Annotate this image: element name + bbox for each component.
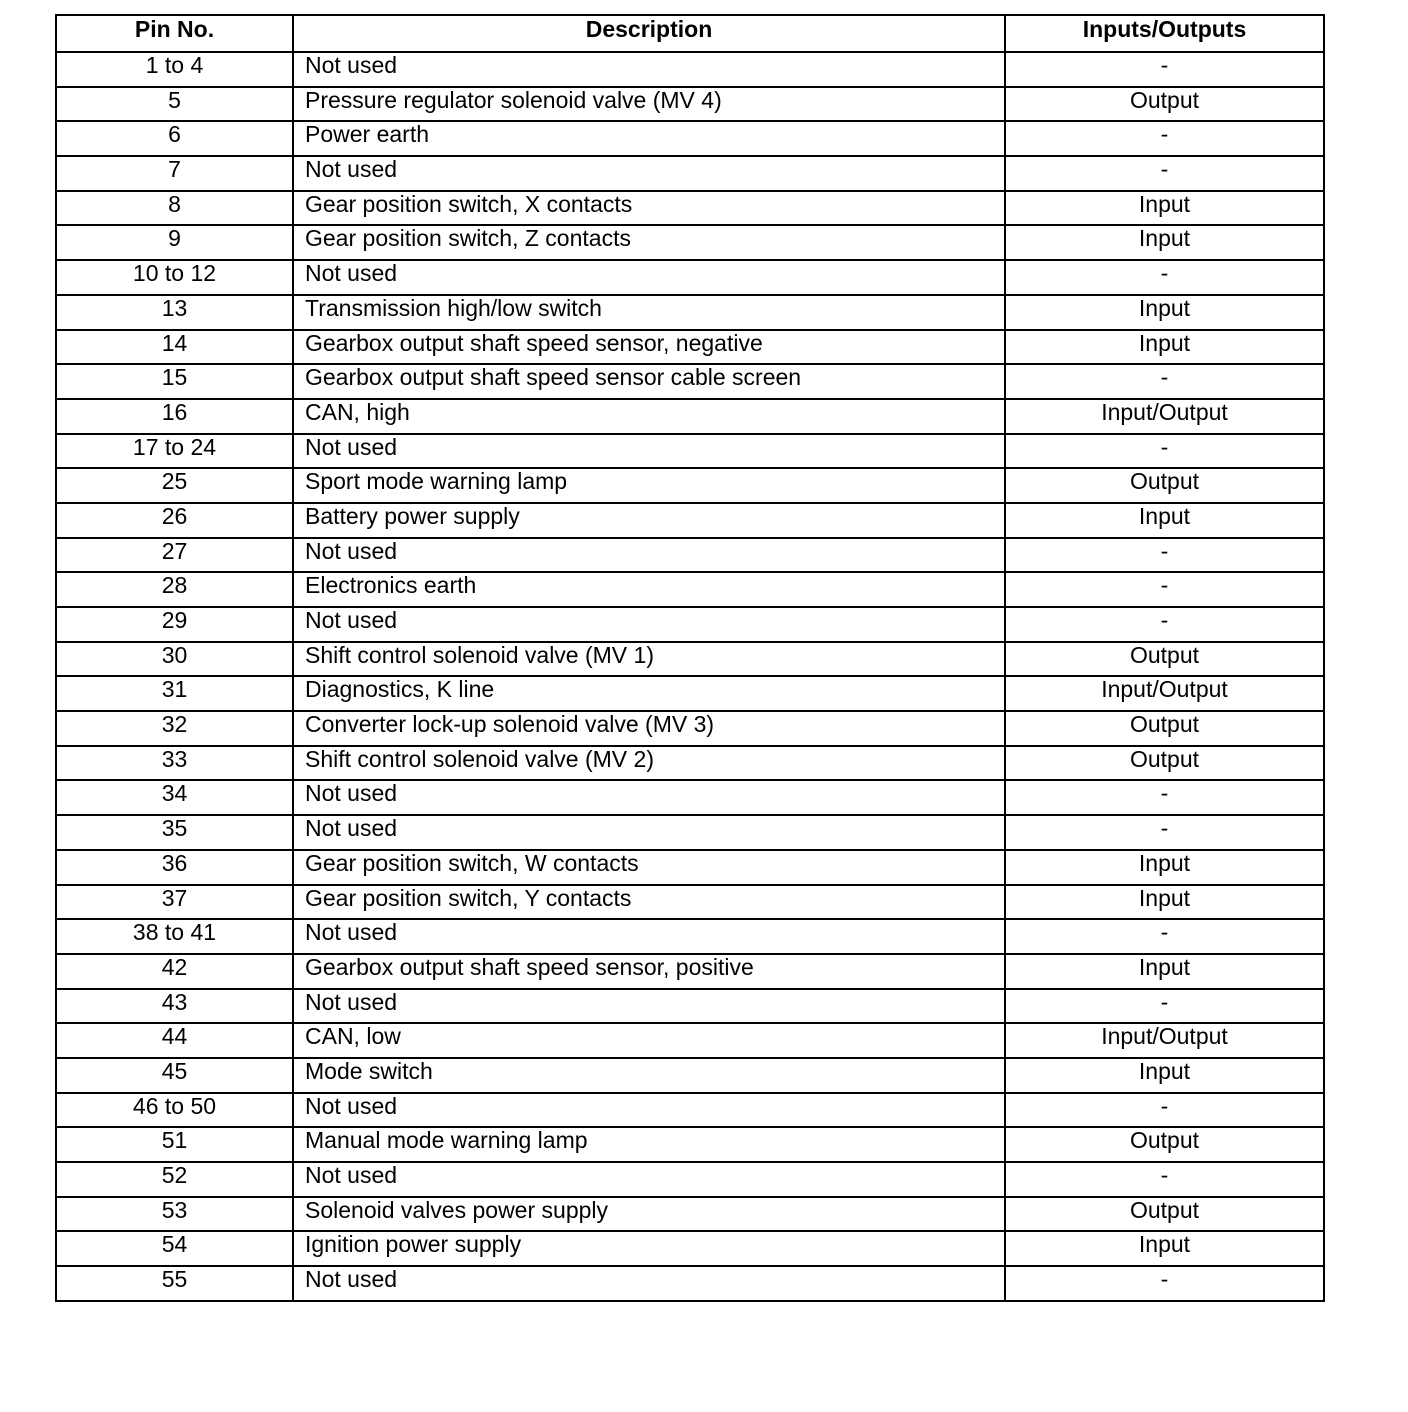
description-cell: Not used bbox=[293, 1162, 1005, 1197]
pin-number-cell: 28 bbox=[56, 572, 293, 607]
pin-number-cell: 54 bbox=[56, 1231, 293, 1266]
description-cell: Gearbox output shaft speed sensor cable screen bbox=[293, 364, 1005, 399]
description-cell: Solenoid valves power supply bbox=[293, 1197, 1005, 1232]
io-cell: Input bbox=[1005, 330, 1324, 365]
io-cell: - bbox=[1005, 156, 1324, 191]
table-row bbox=[56, 1023, 1324, 1058]
table-row bbox=[56, 260, 1324, 295]
io-cell: Output bbox=[1005, 1197, 1324, 1232]
description-cell: Shift control solenoid valve (MV 2) bbox=[293, 746, 1005, 781]
table-row bbox=[56, 295, 1324, 330]
table-row bbox=[56, 989, 1324, 1024]
pin-number-cell: 33 bbox=[56, 746, 293, 781]
pin-number-cell: 31 bbox=[56, 676, 293, 711]
description-cell: Mode switch bbox=[293, 1058, 1005, 1093]
pin-number-cell: 51 bbox=[56, 1127, 293, 1162]
pin-number-cell: 8 bbox=[56, 191, 293, 226]
description-cell: Gear position switch, X contacts bbox=[293, 191, 1005, 226]
io-cell: - bbox=[1005, 1162, 1324, 1197]
io-cell: Output bbox=[1005, 468, 1324, 503]
description-cell: Not used bbox=[293, 989, 1005, 1024]
io-cell: - bbox=[1005, 919, 1324, 954]
table-row bbox=[56, 121, 1324, 156]
description-cell: Gear position switch, W contacts bbox=[293, 850, 1005, 885]
description-cell: Not used bbox=[293, 538, 1005, 573]
pin-number-cell: 44 bbox=[56, 1023, 293, 1058]
table-row bbox=[56, 850, 1324, 885]
description-cell: Sport mode warning lamp bbox=[293, 468, 1005, 503]
io-cell: Input bbox=[1005, 850, 1324, 885]
table-body bbox=[56, 52, 1324, 1301]
pin-number-cell: 14 bbox=[56, 330, 293, 365]
description-cell: Power earth bbox=[293, 121, 1005, 156]
io-cell: Input bbox=[1005, 1231, 1324, 1266]
table-row bbox=[56, 364, 1324, 399]
table-row bbox=[56, 885, 1324, 920]
pin-number-cell: 5 bbox=[56, 87, 293, 122]
pin-number-cell: 16 bbox=[56, 399, 293, 434]
io-cell: Output bbox=[1005, 746, 1324, 781]
io-cell: - bbox=[1005, 538, 1324, 573]
table-row bbox=[56, 1162, 1324, 1197]
table-row bbox=[56, 676, 1324, 711]
pin-number-cell: 9 bbox=[56, 225, 293, 260]
description-cell: Gear position switch, Y contacts bbox=[293, 885, 1005, 920]
pin-number-cell: 35 bbox=[56, 815, 293, 850]
pin-number-cell: 6 bbox=[56, 121, 293, 156]
io-cell: Input bbox=[1005, 885, 1324, 920]
pin-number-cell: 34 bbox=[56, 780, 293, 815]
io-cell: Output bbox=[1005, 642, 1324, 677]
pin-number-cell: 13 bbox=[56, 295, 293, 330]
description-cell: Not used bbox=[293, 1266, 1005, 1301]
description-cell: Not used bbox=[293, 52, 1005, 87]
pin-number-cell: 7 bbox=[56, 156, 293, 191]
description-cell: Diagnostics, K line bbox=[293, 676, 1005, 711]
description-cell: Battery power supply bbox=[293, 503, 1005, 538]
pin-number-cell: 37 bbox=[56, 885, 293, 920]
pin-number-cell: 10 to 12 bbox=[56, 260, 293, 295]
io-cell: - bbox=[1005, 121, 1324, 156]
description-cell: Not used bbox=[293, 156, 1005, 191]
table-row bbox=[56, 156, 1324, 191]
table-row bbox=[56, 780, 1324, 815]
table-row bbox=[56, 225, 1324, 260]
io-cell: - bbox=[1005, 815, 1324, 850]
description-cell: Electronics earth bbox=[293, 572, 1005, 607]
description-cell: CAN, low bbox=[293, 1023, 1005, 1058]
pin-number-cell: 52 bbox=[56, 1162, 293, 1197]
description-cell: Not used bbox=[293, 919, 1005, 954]
io-cell: Output bbox=[1005, 1127, 1324, 1162]
table-row bbox=[56, 399, 1324, 434]
description-cell: Pressure regulator solenoid valve (MV 4) bbox=[293, 87, 1005, 122]
header-inputs-outputs: Inputs/Outputs bbox=[1005, 15, 1324, 52]
pin-number-cell: 30 bbox=[56, 642, 293, 677]
description-cell: Not used bbox=[293, 815, 1005, 850]
pin-number-cell: 32 bbox=[56, 711, 293, 746]
description-cell: Manual mode warning lamp bbox=[293, 1127, 1005, 1162]
table-row bbox=[56, 503, 1324, 538]
table-row bbox=[56, 434, 1324, 469]
io-cell: - bbox=[1005, 989, 1324, 1024]
io-cell: Input bbox=[1005, 1058, 1324, 1093]
table-row bbox=[56, 1266, 1324, 1301]
io-cell: Input/Output bbox=[1005, 676, 1324, 711]
pin-number-cell: 1 to 4 bbox=[56, 52, 293, 87]
pin-number-cell: 38 to 41 bbox=[56, 919, 293, 954]
pin-number-cell: 45 bbox=[56, 1058, 293, 1093]
pin-number-cell: 53 bbox=[56, 1197, 293, 1232]
table-row bbox=[56, 52, 1324, 87]
description-cell: Not used bbox=[293, 434, 1005, 469]
table-row bbox=[56, 468, 1324, 503]
description-cell: Gear position switch, Z contacts bbox=[293, 225, 1005, 260]
description-cell: Ignition power supply bbox=[293, 1231, 1005, 1266]
description-cell: Converter lock-up solenoid valve (MV 3) bbox=[293, 711, 1005, 746]
description-cell: Gearbox output shaft speed sensor, negative bbox=[293, 330, 1005, 365]
table-row bbox=[56, 1058, 1324, 1093]
description-cell: Not used bbox=[293, 260, 1005, 295]
io-cell: Input bbox=[1005, 954, 1324, 989]
io-cell: - bbox=[1005, 260, 1324, 295]
io-cell: Input bbox=[1005, 503, 1324, 538]
table-row bbox=[56, 746, 1324, 781]
pin-number-cell: 15 bbox=[56, 364, 293, 399]
io-cell: - bbox=[1005, 52, 1324, 87]
description-cell: Not used bbox=[293, 780, 1005, 815]
io-cell: - bbox=[1005, 1093, 1324, 1128]
table-row bbox=[56, 87, 1324, 122]
description-cell: Not used bbox=[293, 1093, 1005, 1128]
table-row bbox=[56, 538, 1324, 573]
header-row bbox=[56, 15, 1324, 52]
table-row bbox=[56, 815, 1324, 850]
table-row bbox=[56, 954, 1324, 989]
table-row bbox=[56, 919, 1324, 954]
header-description: Description bbox=[293, 15, 1005, 52]
table-row bbox=[56, 330, 1324, 365]
io-cell: Output bbox=[1005, 711, 1324, 746]
io-cell: - bbox=[1005, 1266, 1324, 1301]
table-row bbox=[56, 1231, 1324, 1266]
pin-number-cell: 26 bbox=[56, 503, 293, 538]
pin-number-cell: 46 to 50 bbox=[56, 1093, 293, 1128]
pin-number-cell: 27 bbox=[56, 538, 293, 573]
table-row bbox=[56, 572, 1324, 607]
table-row bbox=[56, 1197, 1324, 1232]
io-cell: Input/Output bbox=[1005, 399, 1324, 434]
io-cell: - bbox=[1005, 607, 1324, 642]
io-cell: - bbox=[1005, 434, 1324, 469]
table-row bbox=[56, 607, 1324, 642]
io-cell: Input/Output bbox=[1005, 1023, 1324, 1058]
description-cell: CAN, high bbox=[293, 399, 1005, 434]
pin-number-cell: 55 bbox=[56, 1266, 293, 1301]
pin-number-cell: 42 bbox=[56, 954, 293, 989]
io-cell: - bbox=[1005, 364, 1324, 399]
io-cell: - bbox=[1005, 572, 1324, 607]
pin-table bbox=[55, 14, 1325, 1302]
pin-number-cell: 43 bbox=[56, 989, 293, 1024]
pin-number-cell: 25 bbox=[56, 468, 293, 503]
table-row bbox=[56, 1093, 1324, 1128]
pin-number-cell: 29 bbox=[56, 607, 293, 642]
io-cell: Input bbox=[1005, 191, 1324, 226]
pin-number-cell: 17 to 24 bbox=[56, 434, 293, 469]
io-cell: - bbox=[1005, 780, 1324, 815]
description-cell: Not used bbox=[293, 607, 1005, 642]
table-row bbox=[56, 711, 1324, 746]
description-cell: Transmission high/low switch bbox=[293, 295, 1005, 330]
table-row bbox=[56, 1127, 1324, 1162]
description-cell: Shift control solenoid valve (MV 1) bbox=[293, 642, 1005, 677]
table-row bbox=[56, 191, 1324, 226]
pin-number-cell: 36 bbox=[56, 850, 293, 885]
header-pin-no: Pin No. bbox=[56, 15, 293, 52]
io-cell: Input bbox=[1005, 225, 1324, 260]
io-cell: Output bbox=[1005, 87, 1324, 122]
description-cell: Gearbox output shaft speed sensor, positive bbox=[293, 954, 1005, 989]
io-cell: Input bbox=[1005, 295, 1324, 330]
table-row bbox=[56, 642, 1324, 677]
